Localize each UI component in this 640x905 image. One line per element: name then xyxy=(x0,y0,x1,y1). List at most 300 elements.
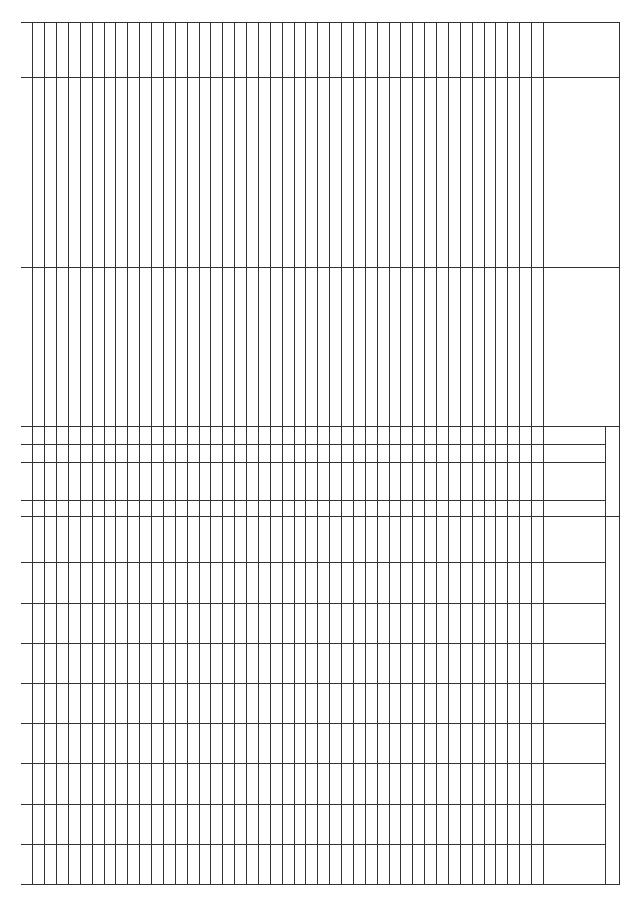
cell-grbs xyxy=(389,426,401,444)
cell-executor xyxy=(152,268,164,427)
cell-name xyxy=(401,77,413,267)
cell-name xyxy=(259,77,271,267)
cell-amount xyxy=(342,643,354,683)
cell-amount xyxy=(401,563,413,603)
cell-status xyxy=(69,23,81,78)
cell-amount xyxy=(33,804,45,844)
cell-executor xyxy=(342,268,354,427)
cell-amount xyxy=(389,804,401,844)
cell-status xyxy=(247,23,259,78)
cell-name xyxy=(116,77,128,267)
header-rz xyxy=(544,444,606,462)
cell-grbs xyxy=(80,426,92,444)
cell-rz xyxy=(164,444,176,462)
cell-amount xyxy=(199,643,211,683)
cell-name xyxy=(45,77,57,267)
cell-amount xyxy=(389,724,401,764)
cell-amount xyxy=(282,844,294,884)
cell-grbs xyxy=(520,426,532,444)
cell-rz xyxy=(175,444,187,462)
cell-amount xyxy=(460,563,472,603)
cell-amount xyxy=(342,844,354,884)
cell-cs xyxy=(532,462,544,500)
cell-rz xyxy=(532,444,544,462)
cell-amount xyxy=(460,683,472,723)
cell-amount xyxy=(211,516,223,563)
cell-amount xyxy=(389,563,401,603)
cell-amount xyxy=(45,724,57,764)
cell-cs xyxy=(140,462,152,500)
cell-grbs xyxy=(259,426,271,444)
cell-amount xyxy=(354,844,366,884)
cell-amount xyxy=(152,804,164,844)
cell-amount xyxy=(199,683,211,723)
cell-rz xyxy=(484,444,496,462)
cell-name xyxy=(413,77,425,267)
cell-cs xyxy=(33,462,45,500)
cell-amount xyxy=(57,804,69,844)
cell-cs xyxy=(496,462,508,500)
table-row xyxy=(45,23,57,885)
cell-rz xyxy=(330,444,342,462)
cell-grbs xyxy=(164,426,176,444)
cell-amount xyxy=(389,844,401,884)
cell-amount xyxy=(484,603,496,643)
cell-amount xyxy=(520,603,532,643)
cell-executor xyxy=(330,268,342,427)
cell-amount xyxy=(365,643,377,683)
cell-grbs xyxy=(365,426,377,444)
cell-executor xyxy=(389,268,401,427)
table-row xyxy=(152,23,164,885)
cell-vr xyxy=(342,500,354,516)
cell-cs xyxy=(211,462,223,500)
cell-amount xyxy=(92,724,104,764)
cell-amount xyxy=(69,603,81,643)
header-expenses-group xyxy=(606,516,620,884)
cell-grbs xyxy=(116,426,128,444)
cell-amount xyxy=(33,563,45,603)
cell-amount xyxy=(520,643,532,683)
cell-amount xyxy=(104,683,116,723)
cell-rz xyxy=(377,444,389,462)
cell-amount xyxy=(294,844,306,884)
cell-amount xyxy=(21,603,33,643)
cell-status xyxy=(306,23,318,78)
header-total xyxy=(544,516,606,563)
cell-amount xyxy=(270,643,282,683)
cell-status xyxy=(365,23,377,78)
cell-amount xyxy=(354,724,366,764)
cell-rz xyxy=(413,444,425,462)
cell-amount xyxy=(532,804,544,844)
cell-vr xyxy=(306,500,318,516)
cell-executor xyxy=(69,268,81,427)
cell-amount xyxy=(175,804,187,844)
cell-amount xyxy=(211,724,223,764)
cell-amount xyxy=(377,563,389,603)
cell-amount xyxy=(235,844,247,884)
cell-amount xyxy=(270,764,282,804)
cell-amount xyxy=(223,804,235,844)
cell-executor xyxy=(92,268,104,427)
cell-cs xyxy=(104,462,116,500)
cell-amount xyxy=(377,764,389,804)
cell-executor xyxy=(270,268,282,427)
cell-amount xyxy=(318,516,330,563)
cell-executor xyxy=(235,268,247,427)
table-row xyxy=(223,23,235,885)
cell-amount xyxy=(116,643,128,683)
cell-rz xyxy=(45,444,57,462)
cell-executor xyxy=(104,268,116,427)
cell-rz xyxy=(116,444,128,462)
cell-rz xyxy=(140,444,152,462)
cell-amount xyxy=(294,516,306,563)
cell-amount xyxy=(57,844,69,884)
cell-cs xyxy=(235,462,247,500)
cell-vr xyxy=(460,500,472,516)
cell-amount xyxy=(33,603,45,643)
cell-status xyxy=(45,23,57,78)
cell-grbs xyxy=(318,426,330,444)
cell-amount xyxy=(33,643,45,683)
cell-grbs xyxy=(437,426,449,444)
cell-amount xyxy=(152,516,164,563)
cell-amount xyxy=(449,516,461,563)
cell-amount xyxy=(449,643,461,683)
cell-amount xyxy=(520,804,532,844)
cell-cs xyxy=(389,462,401,500)
cell-grbs xyxy=(294,426,306,444)
cell-amount xyxy=(21,563,33,603)
cell-amount xyxy=(211,683,223,723)
cell-amount xyxy=(425,764,437,804)
cell-vr xyxy=(389,500,401,516)
cell-amount xyxy=(235,643,247,683)
cell-amount xyxy=(496,516,508,563)
cell-amount xyxy=(365,724,377,764)
cell-amount xyxy=(116,683,128,723)
cell-cs xyxy=(401,462,413,500)
cell-amount xyxy=(389,683,401,723)
cell-status xyxy=(211,23,223,78)
cell-status xyxy=(401,23,413,78)
cell-status xyxy=(235,23,247,78)
cell-amount xyxy=(401,683,413,723)
cell-status xyxy=(57,23,69,78)
table-row xyxy=(342,23,354,885)
cell-status xyxy=(342,23,354,78)
cell-vr xyxy=(282,500,294,516)
cell-rz xyxy=(92,444,104,462)
table-row xyxy=(21,23,33,885)
table-row xyxy=(104,23,116,885)
cell-amount xyxy=(199,804,211,844)
cell-amount xyxy=(270,724,282,764)
cell-grbs xyxy=(496,426,508,444)
cell-amount xyxy=(365,516,377,563)
cell-amount xyxy=(496,804,508,844)
cell-rz xyxy=(389,444,401,462)
cell-name xyxy=(449,77,461,267)
cell-name xyxy=(330,77,342,267)
cell-cs xyxy=(80,462,92,500)
cell-amount xyxy=(235,804,247,844)
cell-status xyxy=(104,23,116,78)
table-row xyxy=(294,23,306,885)
cell-amount xyxy=(496,563,508,603)
cell-vr xyxy=(354,500,366,516)
cell-status xyxy=(389,23,401,78)
header-status xyxy=(544,23,620,78)
cell-amount xyxy=(318,764,330,804)
cell-amount xyxy=(460,764,472,804)
cell-rz xyxy=(270,444,282,462)
cell-vr xyxy=(365,500,377,516)
cell-amount xyxy=(223,643,235,683)
cell-amount xyxy=(92,764,104,804)
cell-name xyxy=(282,77,294,267)
cell-amount xyxy=(270,516,282,563)
cell-amount xyxy=(342,683,354,723)
cell-amount xyxy=(259,643,271,683)
cell-cs xyxy=(247,462,259,500)
cell-executor xyxy=(401,268,413,427)
cell-name xyxy=(342,77,354,267)
table-row xyxy=(401,23,413,885)
cell-amount xyxy=(318,844,330,884)
cell-grbs xyxy=(128,426,140,444)
cell-amount xyxy=(306,724,318,764)
cell-amount xyxy=(496,683,508,723)
cell-amount xyxy=(140,683,152,723)
cell-rz xyxy=(247,444,259,462)
cell-rz xyxy=(21,444,33,462)
cell-vr xyxy=(472,500,484,516)
cell-amount xyxy=(116,516,128,563)
cell-cs xyxy=(413,462,425,500)
cell-grbs xyxy=(425,426,437,444)
cell-name xyxy=(437,77,449,267)
cell-cs xyxy=(472,462,484,500)
cell-amount xyxy=(175,724,187,764)
cell-vr xyxy=(520,500,532,516)
cell-grbs xyxy=(401,426,413,444)
cell-amount xyxy=(306,603,318,643)
cell-grbs xyxy=(282,426,294,444)
cell-vr xyxy=(80,500,92,516)
cell-status xyxy=(21,23,33,78)
cell-amount xyxy=(57,603,69,643)
cell-amount xyxy=(69,516,81,563)
cell-amount xyxy=(330,804,342,844)
cell-rz xyxy=(401,444,413,462)
cell-amount xyxy=(33,764,45,804)
cell-amount xyxy=(294,643,306,683)
cell-executor xyxy=(472,268,484,427)
cell-amount xyxy=(449,563,461,603)
cell-vr xyxy=(21,500,33,516)
cell-amount xyxy=(330,643,342,683)
cell-grbs xyxy=(413,426,425,444)
table-row xyxy=(306,23,318,885)
table-row xyxy=(318,23,330,885)
cell-name xyxy=(377,77,389,267)
cell-amount xyxy=(247,804,259,844)
cell-rz xyxy=(199,444,211,462)
cell-rz xyxy=(449,444,461,462)
cell-amount xyxy=(69,643,81,683)
cell-cs xyxy=(377,462,389,500)
cell-name xyxy=(140,77,152,267)
cell-grbs xyxy=(45,426,57,444)
cell-cs xyxy=(21,462,33,500)
cell-status xyxy=(484,23,496,78)
cell-amount xyxy=(223,563,235,603)
cell-amount xyxy=(57,563,69,603)
cell-status xyxy=(460,23,472,78)
cell-amount xyxy=(211,643,223,683)
cell-amount xyxy=(472,683,484,723)
cell-amount xyxy=(460,603,472,643)
cell-vr xyxy=(484,500,496,516)
cell-name xyxy=(164,77,176,267)
cell-amount xyxy=(270,563,282,603)
cell-amount xyxy=(496,603,508,643)
cell-grbs xyxy=(57,426,69,444)
cell-amount xyxy=(496,643,508,683)
cell-amount xyxy=(330,724,342,764)
table-row xyxy=(413,23,425,885)
cell-amount xyxy=(354,516,366,563)
cell-amount xyxy=(152,764,164,804)
cell-executor xyxy=(294,268,306,427)
cell-vr xyxy=(413,500,425,516)
cell-rz xyxy=(152,444,164,462)
cell-amount xyxy=(365,804,377,844)
header-2017 xyxy=(544,724,606,764)
cell-executor xyxy=(437,268,449,427)
cell-amount xyxy=(294,804,306,844)
cell-amount xyxy=(270,683,282,723)
cell-executor xyxy=(532,268,544,427)
cell-executor xyxy=(211,268,223,427)
cell-executor xyxy=(199,268,211,427)
table-row xyxy=(282,23,294,885)
cell-name xyxy=(57,77,69,267)
cell-amount xyxy=(45,643,57,683)
cell-amount xyxy=(140,603,152,643)
cell-amount xyxy=(259,603,271,643)
cell-amount xyxy=(21,804,33,844)
cell-amount xyxy=(80,563,92,603)
cell-cs xyxy=(354,462,366,500)
cell-amount xyxy=(187,844,199,884)
cell-vr xyxy=(318,500,330,516)
cell-amount xyxy=(532,683,544,723)
cell-amount xyxy=(104,643,116,683)
cell-amount xyxy=(354,764,366,804)
cell-name xyxy=(389,77,401,267)
cell-status xyxy=(175,23,187,78)
cell-amount xyxy=(413,844,425,884)
cell-amount xyxy=(259,804,271,844)
cell-amount xyxy=(425,643,437,683)
cell-amount xyxy=(80,724,92,764)
cell-amount xyxy=(33,683,45,723)
cell-status xyxy=(92,23,104,78)
cell-vr xyxy=(128,500,140,516)
cell-status xyxy=(532,23,544,78)
cell-grbs xyxy=(354,426,366,444)
cell-amount xyxy=(247,764,259,804)
cell-cs xyxy=(520,462,532,500)
cell-vr xyxy=(247,500,259,516)
table-row xyxy=(235,23,247,885)
table-row xyxy=(247,23,259,885)
cell-amount xyxy=(69,804,81,844)
cell-vr xyxy=(496,500,508,516)
cell-amount xyxy=(187,643,199,683)
cell-executor xyxy=(365,268,377,427)
cell-amount xyxy=(294,683,306,723)
cell-amount xyxy=(330,563,342,603)
cell-amount xyxy=(318,724,330,764)
cell-amount xyxy=(247,563,259,603)
cell-amount xyxy=(92,563,104,603)
cell-rz xyxy=(282,444,294,462)
cell-amount xyxy=(354,643,366,683)
cell-status xyxy=(187,23,199,78)
cell-name xyxy=(484,77,496,267)
cell-amount xyxy=(532,643,544,683)
cell-rz xyxy=(472,444,484,462)
cell-name xyxy=(33,77,45,267)
cell-amount xyxy=(460,844,472,884)
cell-amount xyxy=(437,724,449,764)
cell-amount xyxy=(484,563,496,603)
cell-amount xyxy=(437,844,449,884)
cell-amount xyxy=(259,683,271,723)
cell-amount xyxy=(520,764,532,804)
cell-amount xyxy=(21,764,33,804)
cell-amount xyxy=(21,683,33,723)
cell-vr xyxy=(270,500,282,516)
cell-amount xyxy=(282,516,294,563)
cell-name xyxy=(365,77,377,267)
cell-amount xyxy=(413,563,425,603)
cell-executor xyxy=(164,268,176,427)
cell-cs xyxy=(425,462,437,500)
cell-amount xyxy=(460,724,472,764)
cell-amount xyxy=(164,643,176,683)
cell-amount xyxy=(532,764,544,804)
cell-amount xyxy=(247,724,259,764)
cell-amount xyxy=(437,563,449,603)
cell-executor xyxy=(175,268,187,427)
table-row xyxy=(199,23,211,885)
cell-amount xyxy=(140,643,152,683)
cell-amount xyxy=(472,563,484,603)
cell-amount xyxy=(128,683,140,723)
cell-grbs xyxy=(140,426,152,444)
cell-name xyxy=(223,77,235,267)
cell-amount xyxy=(80,516,92,563)
cell-vr xyxy=(235,500,247,516)
cell-name xyxy=(187,77,199,267)
cell-name xyxy=(235,77,247,267)
